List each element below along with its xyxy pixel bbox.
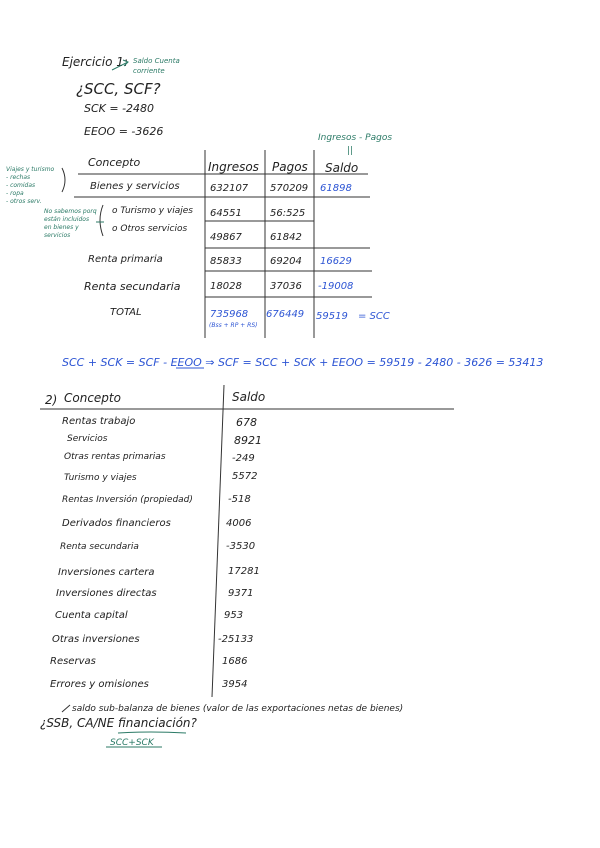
t2-row-concepto: Rentas trabajo (62, 416, 136, 427)
t2-row-saldo: 5572 (232, 471, 258, 482)
t1-row-concepto: o Otros servicios (112, 224, 188, 234)
t2-row-concepto: Derivados financieros (62, 518, 171, 529)
t1-row-pagos: 37036 (270, 281, 302, 292)
t1-row-concepto: Renta primaria (88, 254, 163, 265)
t1-row-pagos: 570209 (270, 183, 309, 194)
question-ssb: ¿SSB, CA/NE financiación? (40, 716, 197, 730)
t1-row-saldo: 16629 (320, 256, 352, 267)
side-note-bienes: No sabemos porq están incluidos en bienes y servicios (44, 208, 97, 239)
t1-total-saldo: 59519 (316, 311, 348, 322)
t1-header-pagos: Pagos (272, 160, 308, 174)
t1-row-ingresos: 64551 (210, 208, 242, 219)
t2-row-saldo: -3530 (226, 541, 256, 552)
t2-row-saldo: 1686 (222, 656, 248, 667)
exercise-2-label: 2) (45, 393, 58, 407)
t2-row-concepto: Turismo y viajes (64, 473, 137, 483)
t1-row-concepto: Renta secundaria (84, 280, 181, 293)
t2-header-saldo: Saldo (232, 390, 266, 404)
t2-row-concepto: Servicios (67, 434, 108, 444)
t2-row-concepto: Renta secundaria (60, 542, 139, 552)
t2-row-saldo: 3954 (222, 679, 248, 690)
exercise-title: Ejercicio 1: (62, 55, 128, 69)
t2-row-saldo: 678 (236, 416, 257, 429)
t2-row-concepto: Rentas Inversión (propiedad) (62, 495, 193, 505)
t2-row-saldo: 9371 (228, 588, 254, 599)
t1-total-ingresos-note: (Bss + RP + RS) (209, 322, 258, 329)
t1-row-pagos: 69204 (270, 256, 302, 267)
note-saldo-cuenta-corriente: Saldo Cuenta corriente (133, 57, 180, 75)
t2-row-concepto: Inversiones directas (56, 588, 157, 599)
t2-row-concepto: Reservas (50, 656, 96, 667)
t1-row-ingresos: 18028 (210, 281, 242, 292)
t2-row-saldo: 4006 (226, 518, 252, 529)
t2-row-saldo: -25133 (218, 634, 254, 645)
question-scc-scf: ¿SCC, SCF? (76, 80, 161, 98)
t1-row-concepto: o Turismo y viajes (112, 206, 193, 216)
t1-row-saldo: -19008 (318, 281, 354, 292)
t2-row-concepto: Otras inversiones (52, 634, 140, 645)
t1-row-saldo: 61898 (320, 183, 352, 194)
t2-row-saldo: 953 (224, 610, 244, 621)
t1-header-ingresos: Ingresos (208, 160, 259, 174)
t2-row-concepto: Cuenta capital (55, 610, 128, 621)
t2-row-saldo: -518 (228, 494, 251, 505)
t2-header-concepto: Concepto (64, 391, 121, 405)
t2-row-concepto: Otras rentas primarias (64, 452, 166, 462)
t2-row-saldo: -249 (232, 453, 255, 464)
t1-row-ingresos: 49867 (210, 232, 242, 243)
side-note-viajes: Viajes y turismo - rechas - comidas - ropa - otros serv. (6, 166, 55, 205)
header-note-ingresos-pagos: Ingresos - Pagos (318, 133, 393, 143)
t1-total-saldo-note: = SCC (358, 311, 390, 322)
note-saldo-sub-balanza: saldo sub-balanza de bienes (valor de las exportaciones netas de bienes) (72, 704, 404, 714)
t1-header-concepto: Concepto (88, 156, 141, 169)
arrow-icon (112, 62, 128, 70)
t1-row-pagos: 56:525 (270, 208, 306, 219)
t1-row-ingresos: 85833 (210, 256, 242, 267)
t2-row-saldo: 8921 (234, 434, 262, 447)
t1-header-saldo: Saldo (325, 161, 359, 175)
t2-row-concepto: Errores y omisiones (50, 679, 149, 690)
t1-total-pagos: 676449 (266, 309, 305, 320)
t2-row-concepto: Inversiones cartera (58, 567, 155, 578)
t1-row-ingresos: 632107 (210, 183, 249, 194)
t2-row-saldo: 17281 (228, 566, 260, 577)
equation: SCC + SCK = SCF - EEOO ⇒ SCF = SCC + SCK + EEOO = 59519 - 2480 - 3626 = 53413 (62, 356, 544, 369)
answer-scc-sck: SCC+SCK (110, 738, 154, 748)
t1-row-concepto: Bienes y servicios (90, 181, 180, 192)
t1-total-ingresos: 735968 (210, 309, 249, 320)
sck-value: SCK = -2480 (84, 102, 155, 115)
t1-row-pagos: 61842 (270, 232, 302, 243)
eeoo-value: EEOO = -3626 (84, 125, 164, 138)
header-note-mark: || (347, 146, 354, 156)
t1-total-label: TOTAL (110, 307, 142, 318)
